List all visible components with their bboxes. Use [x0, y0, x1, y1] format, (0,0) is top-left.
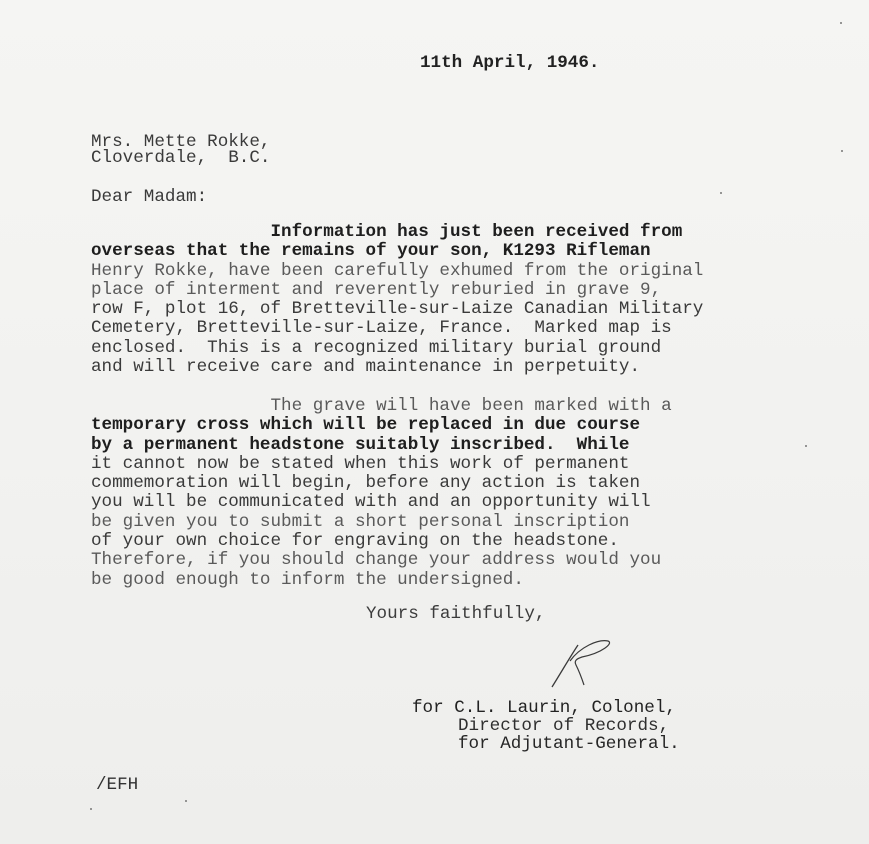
reference-initials: /EFH [96, 775, 139, 795]
closing: Yours faithfully, [366, 604, 546, 624]
paragraph-line: by a permanent headstone suitably inscribed. While [91, 434, 630, 455]
signatory-name: for C.L. Laurin, Colonel, [412, 698, 676, 718]
paragraph-line: be good enough to inform the undersigned. [91, 569, 524, 590]
paragraph-line: it cannot now be stated when this work of permanent [91, 453, 630, 474]
signature-mark-icon [540, 635, 620, 695]
paper-speck [840, 22, 842, 24]
paragraph-line: Therefore, if you should change your address would you [91, 550, 662, 571]
paragraph-headstone-notice [91, 397, 672, 590]
paragraph-line: The grave will have been marked with a [91, 396, 672, 416]
paragraph-line: row F, plot 16, of Bretteville-sur-Laize Canadian Military [91, 299, 704, 320]
salutation: Dear Madam: [91, 187, 208, 207]
paper-speck [805, 445, 807, 447]
paragraph-line: Information has just been received from [91, 222, 683, 242]
paper-speck [185, 800, 187, 802]
recipient-name: Mrs. Mette Rokke, [91, 132, 271, 152]
paragraph-line: commemoration will begin, before any action is taken [91, 473, 641, 494]
paragraph-line: enclosed. This is a recognized military burial ground [91, 337, 662, 358]
paper-speck [720, 192, 722, 194]
paragraph-line: be given you to submit a short personal inscription [91, 511, 630, 532]
recipient-location: Cloverdale, B.C. [91, 148, 271, 168]
paragraph-line: temporary cross which will be replaced in due course [91, 415, 641, 436]
paragraph-line: place of interment and reverently reburied in grave 9, [91, 279, 662, 300]
paper-speck [90, 808, 92, 810]
signatory-title: Director of Records, [458, 716, 670, 736]
paragraph-line: Cemetery, Bretteville-sur-Laize, France. Marked map is [91, 318, 672, 339]
paragraph-line: Henry Rokke, have been carefully exhumed from the original [91, 260, 704, 281]
letter-date: 11th April, 1946. [420, 53, 600, 73]
paragraph-line: of your own choice for engraving on the headstone. [91, 531, 619, 552]
paragraph-line: overseas that the remains of your son, K1293 Rifleman [91, 241, 651, 262]
paragraph-line: and will receive care and maintenance in perpetuity. [91, 357, 641, 378]
signatory-authority: for Adjutant-General. [458, 734, 680, 754]
paragraph-exhumation-notice [91, 223, 703, 377]
paper-speck [841, 150, 843, 152]
paragraph-line: you will be communicated with and an opportunity will [91, 492, 651, 513]
